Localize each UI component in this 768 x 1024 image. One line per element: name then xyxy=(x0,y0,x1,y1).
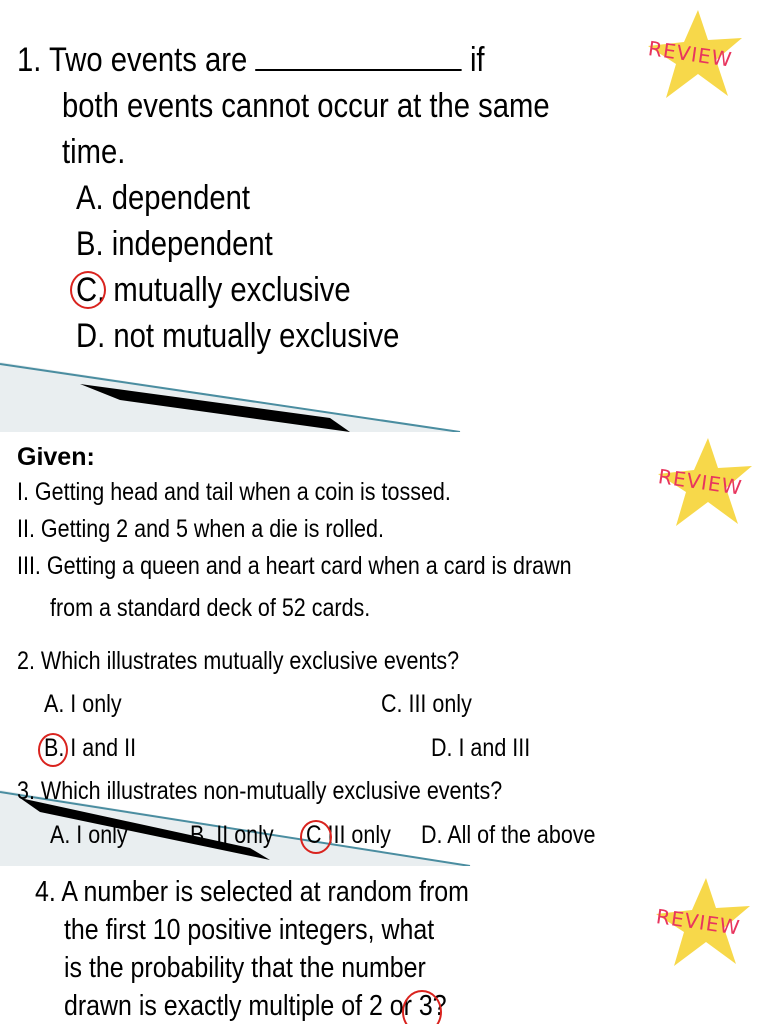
q3-option-d: D. All of the above xyxy=(421,821,596,849)
q4-answer-or: or xyxy=(389,990,412,1022)
q1-option-b: B. independent xyxy=(76,225,273,263)
q2-question: 2. Which illustrates mutually exclusive events? xyxy=(17,647,460,675)
q1-line1 xyxy=(17,37,561,83)
q3-option-b: B. II only xyxy=(190,821,274,849)
q4-line3: is the probability that the number xyxy=(64,952,426,984)
slide-question-4 xyxy=(0,866,768,1024)
q2-option-a: A. I only xyxy=(44,690,122,718)
q1-number: 1. xyxy=(17,41,42,79)
q3-option-a: A. I only xyxy=(50,821,128,849)
q1-option-a: A. dependent xyxy=(76,179,250,217)
slide-divider-decoration xyxy=(0,360,768,432)
q1-line3: time. xyxy=(62,133,126,171)
q2-option-d: D. I and III xyxy=(431,734,531,762)
given-item-1: I. Getting head and tail when a coin is tossed. xyxy=(17,478,451,506)
review-badge-text: REVIEW xyxy=(654,904,742,940)
slide-question-1 xyxy=(0,0,768,432)
q3-option-c: C III only xyxy=(306,821,391,849)
q1-line1-start: Two events are xyxy=(48,41,248,79)
review-badge-text: REVIEW xyxy=(656,464,744,500)
q2-answer-circle xyxy=(38,733,68,767)
given-item-3-cont: from a standard deck of 52 cards. xyxy=(50,594,371,622)
q1-line1-end: if xyxy=(469,41,485,79)
given-title: Given: xyxy=(17,443,95,471)
q4-line4: drawn is exactly multiple of 2 or 3? xyxy=(64,990,447,1022)
review-badge-text: REVIEW xyxy=(646,36,734,72)
q2-option-c: C. III only xyxy=(381,690,472,718)
q1-answer-blank xyxy=(255,39,461,71)
given-item-3: III. Getting a queen and a heart card when a card is drawn xyxy=(17,552,572,580)
q1-option-c: C. mutually exclusive xyxy=(76,271,351,309)
q3-answer-circle xyxy=(300,820,332,854)
q4-line2: the first 10 positive integers, what xyxy=(64,914,435,946)
q2-option-b: B. I and II xyxy=(44,734,137,762)
slide-questions-2-3 xyxy=(0,432,768,866)
q1-line2: both events cannot occur at the same xyxy=(62,87,550,125)
q4-line1: 4. A number is selected at random from xyxy=(35,876,469,908)
q1-answer-circle xyxy=(70,271,106,309)
given-item-2: II. Getting 2 and 5 when a die is rolled. xyxy=(17,515,384,543)
q1-option-d: D. not mutually exclusive xyxy=(76,317,400,355)
q3-question: 3. Which illustrates non-mutually exclusive events? xyxy=(17,777,503,805)
